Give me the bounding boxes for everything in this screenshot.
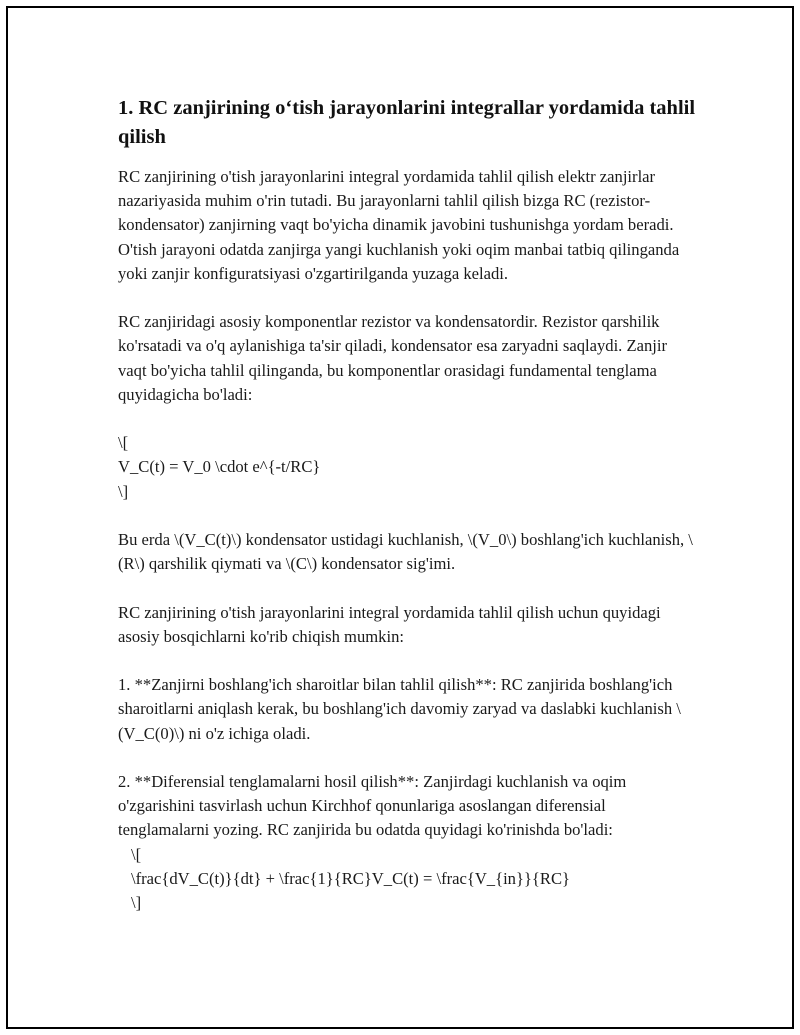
formula-body: \frac{dV_C(t)}{dt} + \frac{1}{RC}V_C(t) = \frac{V_{in}}{RC} — [131, 868, 570, 888]
paragraph-components: RC zanjiridagi asosiy komponentlar rezistor va kondensatordir. Rezistor qarshilik ko'rsatadi va o'q aylanishiga ta'sir qiladi, kondensator esa zaryadni saqlaydi. Zanjir vaqt bo'yicha tahlil qilinganda, bu komponentlar orasidagi fundamental tenglama quyidagicha bo'ladi: — [118, 312, 668, 404]
paragraph-gap — [118, 286, 698, 310]
paragraph-gap — [118, 576, 698, 600]
paragraph-intro: RC zanjirining o'tish jarayonlarini integral yordamida tahlil qilish elektr zanjirlar nazariyasida muhim o'rin tutadi. Bu jarayonlarni tahlil qilish bizga RC (rezistor-kondensator) zanjirning vaqt bo'yicha dinamik javobini tushunishga yordam beradi. O'tish jarayoni odatda zanjirga yangi kuchlanish yoki oqim manbai tatbiq qilinganda yoki zanjir konfiguratsiyasi o'zgartirilganda yuzaga keladi. — [118, 167, 680, 283]
paragraph-gap — [118, 504, 698, 528]
section-title: 1. RC zanjirining o‘tish jarayonlarini integrallar yordamida tahlil qilish — [118, 97, 696, 148]
formula-block-2 — [118, 843, 698, 916]
paragraph-gap — [118, 649, 698, 673]
step-2: 2. **Diferensial tenglamalarni hosil qilish**: Zanjirdagi kuchlanish va oqim o'zgarishini tasvirlash uchun Kirchhof qonunlariga asoslangan diferensial tenglamalarni yozing. RC zanjirida bu odatda quyidagi ko'rinishda bo'ladi: — [118, 771, 627, 840]
formula-block-1 — [118, 431, 698, 504]
formula-open: \[ — [118, 433, 129, 453]
step-1: 1. **Zanjirni boshlang'ich sharoitlar bilan tahlil qilish**: RC zanjirida boshlang'ich sharoitlarni aniqlash kerak, bu boshlang'ich davomiy zaryad va daslabki kuchlanish \(V_C(0)\) ni o'z ichiga oladi. — [118, 675, 681, 743]
paragraph-definitions: Bu erda \(V_C(t)\) kondensator ustidagi kuchlanish, \(V_0\) boshlang'ich kuchlanish, \(R\) qarshilik qiymati va \(C\) kondensator sig'imi. — [118, 530, 693, 574]
paragraph-gap — [118, 746, 698, 770]
paragraph-gap — [118, 407, 698, 431]
formula-open: \[ — [131, 844, 142, 864]
formula-close: \] — [118, 481, 129, 501]
formula-close: \] — [131, 893, 142, 912]
formula-body: V_C(t) = V_0 \cdot e^{-t/RC} — [118, 457, 321, 477]
document-body — [118, 94, 698, 915]
paragraph-steps-intro: RC zanjirining o'tish jarayonlarini integral yordamida tahlil qilish uchun quyidagi asosiy bosqichlarni ko'rib chiqish mumkin: — [118, 602, 661, 646]
